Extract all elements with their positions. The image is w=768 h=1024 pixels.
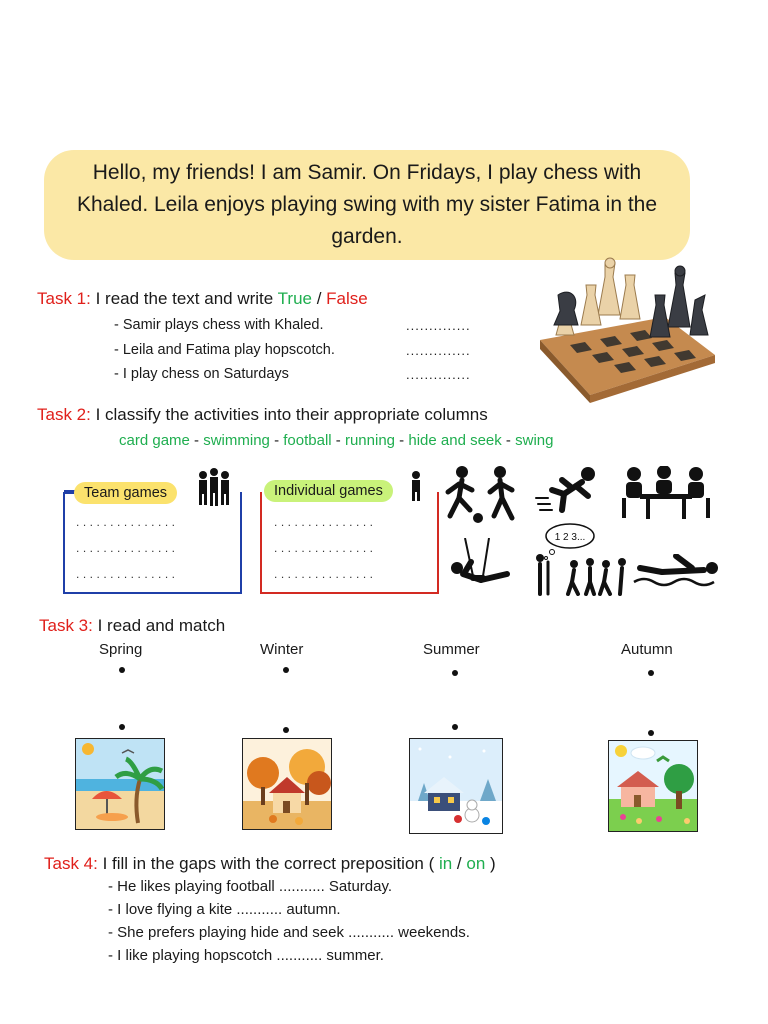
- statement-text: - Leila and Fatima play hopscotch.: [114, 342, 335, 358]
- task2-title: [37, 405, 488, 425]
- fill-sentence-4: - I like playing hopscotch ........... summer.: [108, 947, 384, 964]
- summer-beach-picture: [75, 738, 165, 830]
- true-word: True: [277, 289, 312, 308]
- separator: -: [501, 432, 516, 449]
- individual-dot-line-2[interactable]: ...............: [274, 541, 377, 555]
- activity-football: football: [283, 432, 332, 449]
- season-summer: Summer: [423, 641, 480, 658]
- activity-card-game: card game: [119, 432, 190, 449]
- season-autumn: Autumn: [621, 641, 673, 658]
- task4-slash: /: [452, 854, 467, 873]
- individual-dot-line-3[interactable]: ...............: [274, 567, 377, 581]
- card-game-icon: [618, 466, 713, 520]
- activity-swing: swing: [515, 432, 554, 449]
- match-dot-top-2[interactable]: [283, 667, 289, 673]
- task3-title: [39, 616, 225, 636]
- activity-hide-and-seek: hide and seek: [408, 432, 502, 449]
- task1-text: I read the text and write: [90, 289, 278, 308]
- match-dot-bottom-4[interactable]: [648, 730, 654, 736]
- statement-text: - Samir plays chess with Khaled.: [114, 317, 324, 333]
- task2-text: I classify the activities into their appropriate columns: [90, 405, 488, 424]
- activities-list: [119, 432, 553, 449]
- individual-dot-line-1[interactable]: ...............: [274, 515, 377, 529]
- fill-sentence-2: - I love flying a kite ........... autumn.: [108, 901, 341, 918]
- season-winter: Winter: [260, 641, 304, 658]
- team-people-icon: [193, 467, 235, 507]
- task1-blank-3[interactable]: ..............: [406, 367, 471, 382]
- intro-text: Hello, my friends! I am Samir. On Fridays, I play chess with Khaled. Leila enjoys playing swing with my sister Fatima in the garden.: [76, 161, 658, 248]
- task4-close: ): [485, 854, 496, 873]
- individual-games-header: Individual games: [264, 480, 393, 502]
- in-word: in: [438, 854, 453, 873]
- activity-swimming: swimming: [203, 432, 270, 449]
- autumn-picture: [242, 738, 332, 830]
- team-dot-line-1[interactable]: ...............: [76, 515, 179, 529]
- task4-title: [44, 854, 496, 874]
- task1-statement-1: [114, 317, 324, 333]
- match-dot-top-3[interactable]: [452, 670, 458, 676]
- on-word: on: [466, 854, 486, 873]
- match-dot-bottom-2[interactable]: [283, 727, 289, 733]
- season-spring: Spring: [99, 641, 143, 658]
- activity-running: running: [344, 432, 396, 449]
- spring-picture: [608, 740, 698, 832]
- swimming-icon: [632, 554, 720, 590]
- intro-box: [44, 150, 690, 260]
- match-dot-bottom-3[interactable]: [452, 724, 458, 730]
- false-word: False: [326, 289, 368, 308]
- football-icon: [442, 464, 520, 524]
- fill-sentence-3: - She prefers playing hide and seek ........... weekends.: [108, 924, 470, 941]
- task1-blank-2[interactable]: ..............: [406, 343, 471, 358]
- separator: -: [269, 432, 284, 449]
- running-icon: [532, 466, 602, 518]
- task1-blank-1[interactable]: ..............: [406, 318, 471, 333]
- separator: -: [395, 432, 409, 449]
- match-dot-bottom-1[interactable]: [119, 724, 125, 730]
- task1-label: Task 1:: [37, 289, 91, 308]
- count-bubble-text: 1 2 3...: [554, 532, 586, 543]
- match-dot-top-1[interactable]: [119, 667, 125, 673]
- winter-picture: [409, 738, 503, 834]
- task4-label: Task 4:: [44, 854, 98, 873]
- swing-icon: [443, 538, 517, 594]
- team-games-header: Team games: [74, 482, 177, 504]
- match-dot-top-4[interactable]: [648, 670, 654, 676]
- task1-title: [37, 289, 368, 309]
- task3-label: Task 3:: [39, 616, 93, 635]
- task2-label: Task 2:: [37, 405, 91, 424]
- separator: -: [331, 432, 345, 449]
- fill-sentence-1: - He likes playing football ........... Saturday.: [108, 878, 393, 895]
- task3-text: I read and match: [92, 616, 226, 635]
- task1-statement-2: [114, 342, 335, 358]
- team-dot-line-2[interactable]: ...............: [76, 541, 179, 555]
- individual-person-icon: [405, 470, 427, 502]
- statement-text: - I play chess on Saturdays: [114, 366, 289, 382]
- task1-slash: /: [311, 289, 327, 308]
- team-dot-line-3[interactable]: ...............: [76, 567, 179, 581]
- task4-text: I fill in the gaps with the correct preposition (: [97, 854, 439, 873]
- chess-image: [530, 255, 725, 403]
- task1-statement-3: [114, 366, 289, 382]
- hide-and-seek-icon: [528, 520, 628, 596]
- separator: -: [189, 432, 204, 449]
